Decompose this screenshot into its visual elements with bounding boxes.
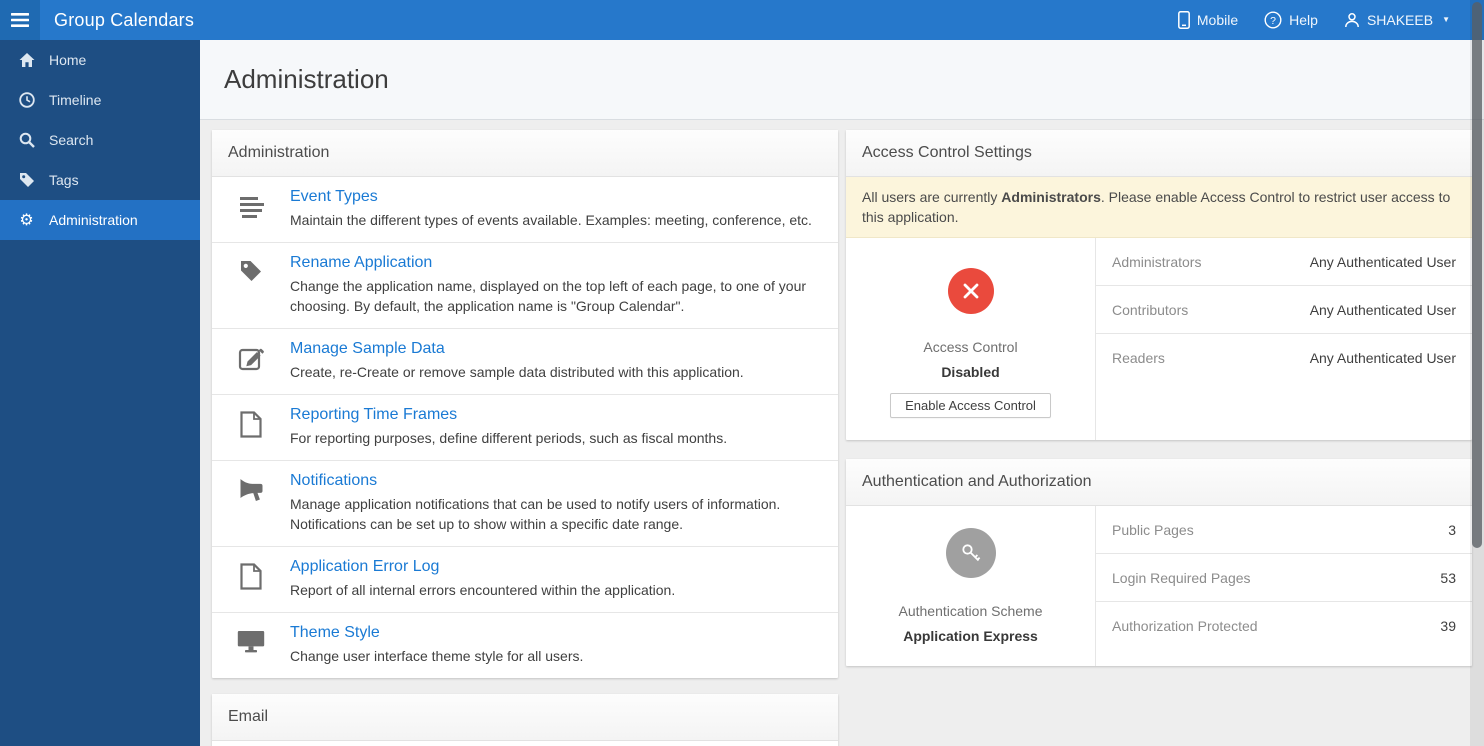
list-item-event-types xyxy=(212,177,838,242)
help-link[interactable] xyxy=(1264,11,1318,29)
email-card-title: Email xyxy=(212,694,838,741)
authentication-scheme-label: Authentication Scheme xyxy=(898,603,1043,619)
sidebar-item-label: Tags xyxy=(49,172,79,188)
key-icon xyxy=(946,528,996,578)
sidebar-item-label: Search xyxy=(49,132,94,148)
row-label: Login Required Pages xyxy=(1112,569,1251,586)
event-types-link[interactable]: Event Types xyxy=(290,188,378,205)
event-types-desc: Maintain the different types of events available. Examples: meeting, conference, etc. xyxy=(290,212,812,228)
manage-sample-data-link[interactable]: Manage Sample Data xyxy=(290,340,445,357)
disabled-x-icon xyxy=(948,268,994,314)
svg-text:?: ? xyxy=(1270,15,1277,27)
list-item-notifications xyxy=(212,460,838,546)
vertical-scrollbar[interactable] xyxy=(1470,0,1484,746)
application-error-log-desc: Report of all internal errors encountered within the application. xyxy=(290,582,676,598)
page-title: Administration xyxy=(224,64,389,94)
home-icon xyxy=(18,52,35,68)
theme-style-desc: Change user interface theme style for all users. xyxy=(290,648,584,664)
search-icon xyxy=(18,132,35,148)
row-value: Any Authenticated User xyxy=(1309,301,1456,318)
theme-style-link[interactable]: Theme Style xyxy=(290,624,380,641)
notifications-desc: Manage application notifications that can be used to notify users of information. Notifications can be set up to show within a specific date range. xyxy=(290,496,781,532)
access-row-administrators xyxy=(1096,238,1472,286)
rename-application-link[interactable]: Rename Application xyxy=(290,254,433,271)
tag-icon xyxy=(212,254,290,316)
monitor-icon xyxy=(212,624,290,666)
sidebar-item-tags[interactable] xyxy=(0,160,200,200)
list-item-rename-application xyxy=(212,242,838,328)
help-icon xyxy=(1264,11,1282,29)
email-card-body xyxy=(212,741,838,746)
authentication-scheme-value: Application Express xyxy=(903,628,1038,644)
row-label: Contributors xyxy=(1112,301,1189,318)
help-label: Help xyxy=(1289,12,1318,28)
sidebar-item-home[interactable] xyxy=(0,40,200,80)
rename-application-desc: Change the application name, displayed on the top left of each page, to one of your choosing. By default, the application name is "Group Calendar". xyxy=(290,278,807,314)
access-control-status xyxy=(846,238,1096,440)
sidebar-item-label: Administration xyxy=(49,212,138,228)
topbar xyxy=(0,0,1484,40)
application-error-log-link[interactable]: Application Error Log xyxy=(290,558,440,575)
megaphone-icon xyxy=(212,472,290,534)
hamburger-menu-button[interactable] xyxy=(0,0,40,40)
file-icon xyxy=(212,558,290,600)
user-icon xyxy=(1344,12,1360,28)
access-control-status-label: Access Control xyxy=(923,339,1018,355)
row-label: Public Pages xyxy=(1112,521,1194,538)
gear-icon: ⚙ xyxy=(19,210,34,229)
user-menu[interactable] xyxy=(1344,12,1450,28)
sidebar-item-administration[interactable] xyxy=(0,200,200,240)
administration-card xyxy=(212,130,838,678)
phone-icon xyxy=(1178,11,1190,29)
warning-text: All users are currently xyxy=(862,189,1002,205)
sidebar-item-search[interactable] xyxy=(0,120,200,160)
row-label: Readers xyxy=(1112,350,1165,366)
clock-icon xyxy=(18,92,35,108)
access-row-readers xyxy=(1096,334,1472,382)
tag-icon xyxy=(18,172,35,188)
authentication-card-title: Authentication and Authorization xyxy=(846,459,1472,506)
main-region xyxy=(200,40,1484,746)
chevron-down-icon: ▼ xyxy=(1442,15,1450,24)
app-title: Group Calendars xyxy=(54,9,195,30)
access-control-warning xyxy=(846,177,1472,238)
row-value: 53 xyxy=(1440,569,1456,586)
sidebar xyxy=(0,40,200,746)
row-value: 3 xyxy=(1448,521,1456,538)
file-icon xyxy=(212,406,290,448)
hamburger-icon xyxy=(11,13,29,27)
list-item-theme-style xyxy=(212,612,838,678)
auth-row-public-pages xyxy=(1096,506,1472,554)
auth-row-authorization-protected xyxy=(1096,602,1472,650)
warning-text: . Please enable Access Control to restrict user access to this application. xyxy=(862,189,1451,225)
access-control-card xyxy=(846,130,1472,440)
row-label: Administrators xyxy=(1112,253,1202,270)
access-control-status-value: Disabled xyxy=(941,364,1000,380)
enable-access-control-button[interactable]: Enable Access Control xyxy=(890,393,1051,418)
scrollbar-thumb[interactable] xyxy=(1472,2,1482,548)
reporting-time-frames-link[interactable]: Reporting Time Frames xyxy=(290,406,458,423)
row-value: Any Authenticated User xyxy=(1309,253,1456,270)
administration-card-title: Administration xyxy=(212,130,838,177)
notifications-link[interactable]: Notifications xyxy=(290,472,378,489)
authentication-scheme xyxy=(846,506,1096,666)
mobile-label: Mobile xyxy=(1196,12,1239,28)
row-value: Any Authenticated User xyxy=(1309,350,1456,366)
list-item-reporting-time-frames xyxy=(212,394,838,460)
user-label: SHAKEEB xyxy=(1366,12,1434,28)
sidebar-item-timeline[interactable] xyxy=(0,80,200,120)
mobile-link[interactable] xyxy=(1178,11,1238,29)
authentication-card xyxy=(846,459,1472,666)
row-value: 39 xyxy=(1440,618,1456,634)
list-item-manage-sample-data xyxy=(212,328,838,394)
manage-sample-data-desc: Create, re-Create or remove sample data distributed with this application. xyxy=(290,364,744,380)
reporting-time-frames-desc: For reporting purposes, define different periods, such as fiscal months. xyxy=(290,430,728,446)
page-header xyxy=(200,40,1484,120)
auth-row-login-required-pages xyxy=(1096,554,1472,602)
sidebar-item-label: Home xyxy=(49,52,87,68)
access-row-contributors xyxy=(1096,286,1472,334)
email-card xyxy=(212,694,838,746)
list-icon xyxy=(212,188,290,230)
edit-icon xyxy=(212,340,290,382)
warning-text-bold: Administrators xyxy=(1001,189,1101,205)
access-control-card-title: Access Control Settings xyxy=(846,130,1472,177)
list-item-application-error-log xyxy=(212,546,838,612)
sidebar-item-label: Timeline xyxy=(49,92,102,108)
row-label: Authorization Protected xyxy=(1112,618,1258,634)
